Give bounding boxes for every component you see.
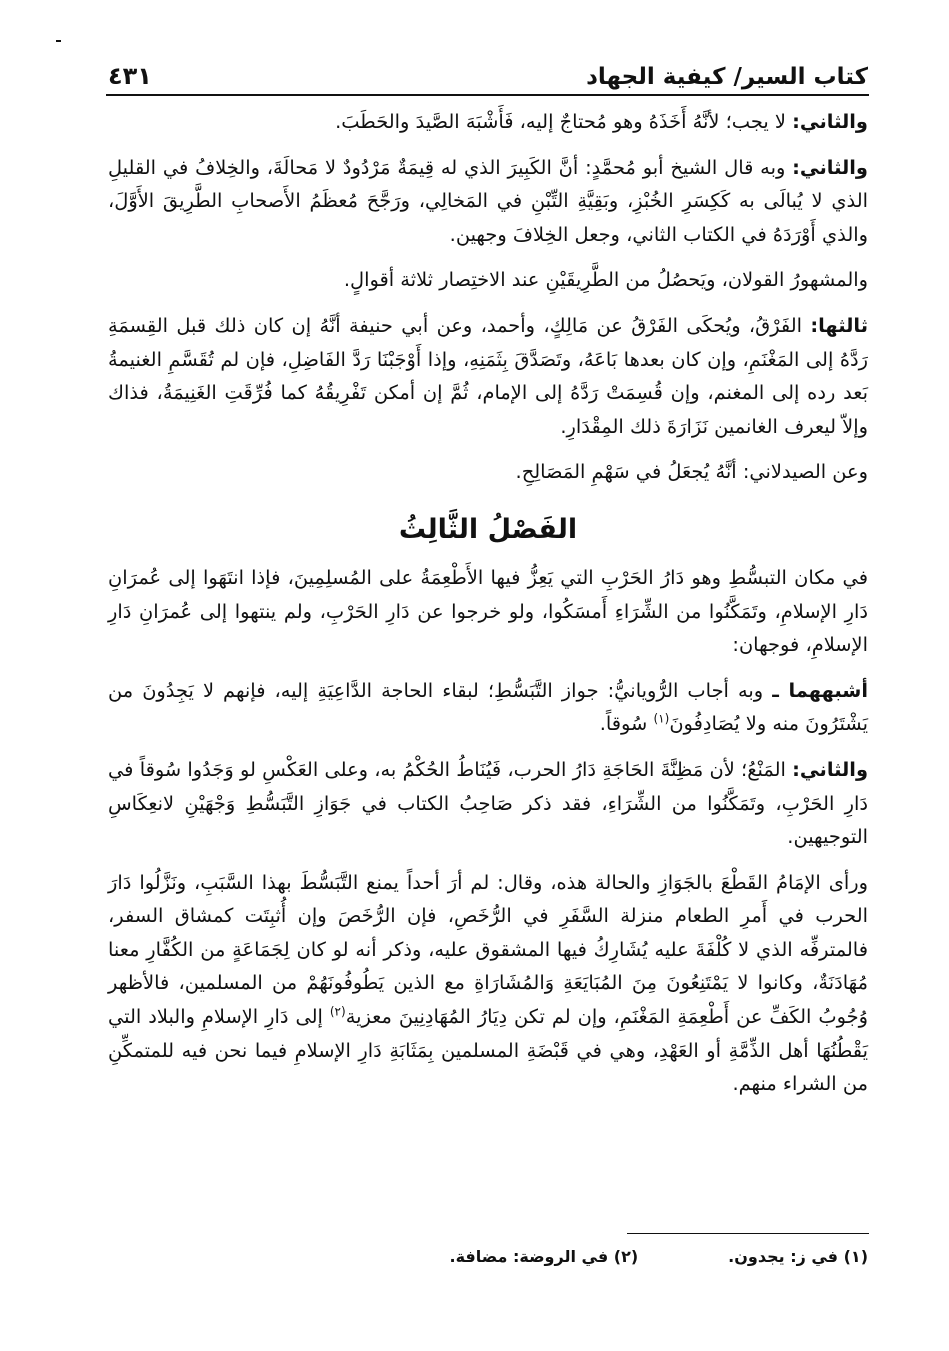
paragraph-tail: سُوقاً. xyxy=(599,712,648,736)
paragraph xyxy=(108,674,868,741)
paragraph-text: وبه قال الشيخ أبو مُحمَّدٍ: أنَّ الكَبِيرَ الذي له قِيمَةٌ مَرْدُودٌ لا مَحالَةَ، والخِلافُ في القليلِ الذي لا يُبالَى به كَكِسَرِ الخُبْزِ، وبَقِيَّةِ التِّبْنِ في المَخالِي، ورَجَّحَ مُعظَمُ الأَصحابِ الطَّرِيقَ الأَوَّلَ، والذي أَوْرَدَهُ في الكتاب الثاني، وجعل الخِلافَ وجهين. xyxy=(108,155,868,246)
paragraph xyxy=(108,309,868,443)
paragraph xyxy=(108,866,868,1101)
footnote-ref: (٢) xyxy=(329,1004,346,1019)
paragraph-lead: أشبههما ـ xyxy=(772,678,868,702)
paragraph-text: والمشهورُ القولان، ويَحصُلُ من الطَّرِيقَيْنِ عند الاختِصار ثلاثة أقوالٍ. xyxy=(343,268,868,292)
footnote-text: في الروضة: مضافة. xyxy=(449,1247,609,1266)
paragraph-lead: والثاني: xyxy=(792,757,869,781)
footnote-number: (٢) xyxy=(613,1247,639,1266)
footnote-ref: (١) xyxy=(653,711,670,726)
paragraph-text: وعن الصيدلاني: أنَّهُ يُجعَلُ في سَهْمِ المَصَالِحِ. xyxy=(515,460,868,484)
paragraph-text: لا يجب؛ لأنَّهُ أَخَذَهُ وهو مُحتاجٌ إليه، فَأَشْبَهَ الصَّيدَ والحَطَبَ. xyxy=(335,110,786,133)
paragraph-text: ورأى الإمَامُ القَطْعَ بالجَوَازِ والحالة هذه، وقال: لم أرَ أحداً يمنع التَّبَسُّطَ بهذا السَّبَبِ، ونَزَّلُوا دَارَ الحرب في أَمرِ الطعام منزلة السَّفَرِ في الرُّخَصِ، فإن الرُّخَصَ وإن أُثبِتَت كمشاق السفر، فالمترفِّه الذي لا كُلْفَةَ عليه يُشَارِكُ فيها المشقوق عليه، وذكر أنه لو كان لِجَمَاعَةٍ من الكُفَّارِ معنا مُهَادَنَةٌ، وكانوا لا يَمْتَنِعُونَ مِنَ المُبَايَعَةِ وَالمُشَارَاةِ مع الذين يَطُوفُونَهُمْ من المسلمين، فالأظهر وُجُوبُ الكَفِّ عن أَطْعِمَةِ المَغْنَمِ، وإن لم تكن دِيَارُ المُهَادِنِينَ معزية xyxy=(108,870,868,1029)
paragraph-tail: إلى دَارِ الإسلامِ والبلاد التي يَقْطُنُهَا أهل الذِّمَّةِ أو العَهْدِ، وهي في قَبْضَةِ المسلمين بِمَثَابَةِ دَارِ الإسلامِ فيما نحن فيه للمتمكِّنِ من الشراء منهم. xyxy=(108,1005,868,1096)
paragraph xyxy=(108,263,868,297)
paragraph-lead: والثاني: xyxy=(792,155,868,179)
main-text xyxy=(108,105,868,1113)
footnote-number: (١) xyxy=(843,1247,868,1266)
footnote-text: في ز: يجدون. xyxy=(728,1247,839,1266)
paragraph xyxy=(108,151,868,252)
scan-mark xyxy=(56,40,61,42)
paragraph xyxy=(108,105,868,139)
paragraph-lead: ثالثها: xyxy=(810,313,868,337)
footnote xyxy=(728,1247,868,1277)
paragraph xyxy=(108,753,868,854)
paragraph-text: المَنْعُ؛ لأن مَظِنَّةَ الحَاجَةِ دَارُ الحرب، فَيُنَاطُ الحُكْمُ به، وعلى العَكْسِ لو وَجَدُوا سُوقاً في دَارِ الحَرْبِ، وتَمَكَّنُوا من الشِّرَاءِ، فقد ذكر صَاحِبُ الكتاب في جَوَازِ التَّبَسُّطِ وَجْهَيْنِ لانعِكَاسِ التوجيهين. xyxy=(108,757,868,849)
paragraph-text: الفَرْقُ، ويُحكَى الفَرْقُ عن مَالِكٍ، وأحمد، وعن أبي حنيفة أنَّهُ إن كان ذلك قبل القِسمَةِ رَدَّهُ إلى المَغْنَمِ، وإن كان بعدها بَاعَهُ، وتَصَدَّقَ بِثَمَنِهِ، وإذا أَوْجَبْنَا رَدَّ الفَاضِلِ، فإن لم تُقَسَّمِ الغنيمةُ بَعد رده إلى المغنم، وإن قُسِمَتْ رَدَّهُ إلى الإمام، ثُمَّ إن أمكن تَفْرِيقُهُ كما فُرِّقَتِ الغَنِيمَةُ، فذاك وإلاّ ليعرف الغانمين نَزَارَةَ ذلك المِقْدَارِ. xyxy=(108,313,868,438)
running-header xyxy=(108,50,868,90)
footnotes xyxy=(300,1247,868,1277)
paragraph xyxy=(108,455,868,489)
section-title: الفَصْلُ الثَّالِثُ xyxy=(398,513,578,545)
header-title: كتاب السير/ كيفية الجهاد xyxy=(586,64,868,90)
paragraph xyxy=(108,561,868,662)
footnote xyxy=(449,1247,638,1277)
page-number: ٤٣١ xyxy=(108,62,152,90)
footnote-rule xyxy=(627,1233,869,1234)
paragraph-text: في مكان التبسُّطِ وهو دَارُ الحَرْبِ التي يَعِزُّ فيها الأَطْعِمَةُ على المُسلِمِينَ، فإذا انتَهَوا إلى عُمرَانِ دَارِ الإسلامِ، وتَمَكَّنُوا من الشِّرَاءِ أَمسَكُوا، ولو خرجوا عن دَارِ الحَرْبِ، ولم ينتهوا إلى عُمرَانِ دَارِ الإسلامِ، فوجهان: xyxy=(108,565,868,657)
header-rule xyxy=(106,94,869,96)
paragraph-lead: والثاني: xyxy=(792,110,868,133)
paragraph-text: وبه أجاب الرُّويانيُّ: جواز التَّبَسُّطِ؛ لبقاء الحاجة الدَّاعِيَةِ إليه، فإنهم لا يَجِدُونَ من يَشْتَرُونَ منه ولا يُصَادِفُونَ xyxy=(108,678,868,736)
